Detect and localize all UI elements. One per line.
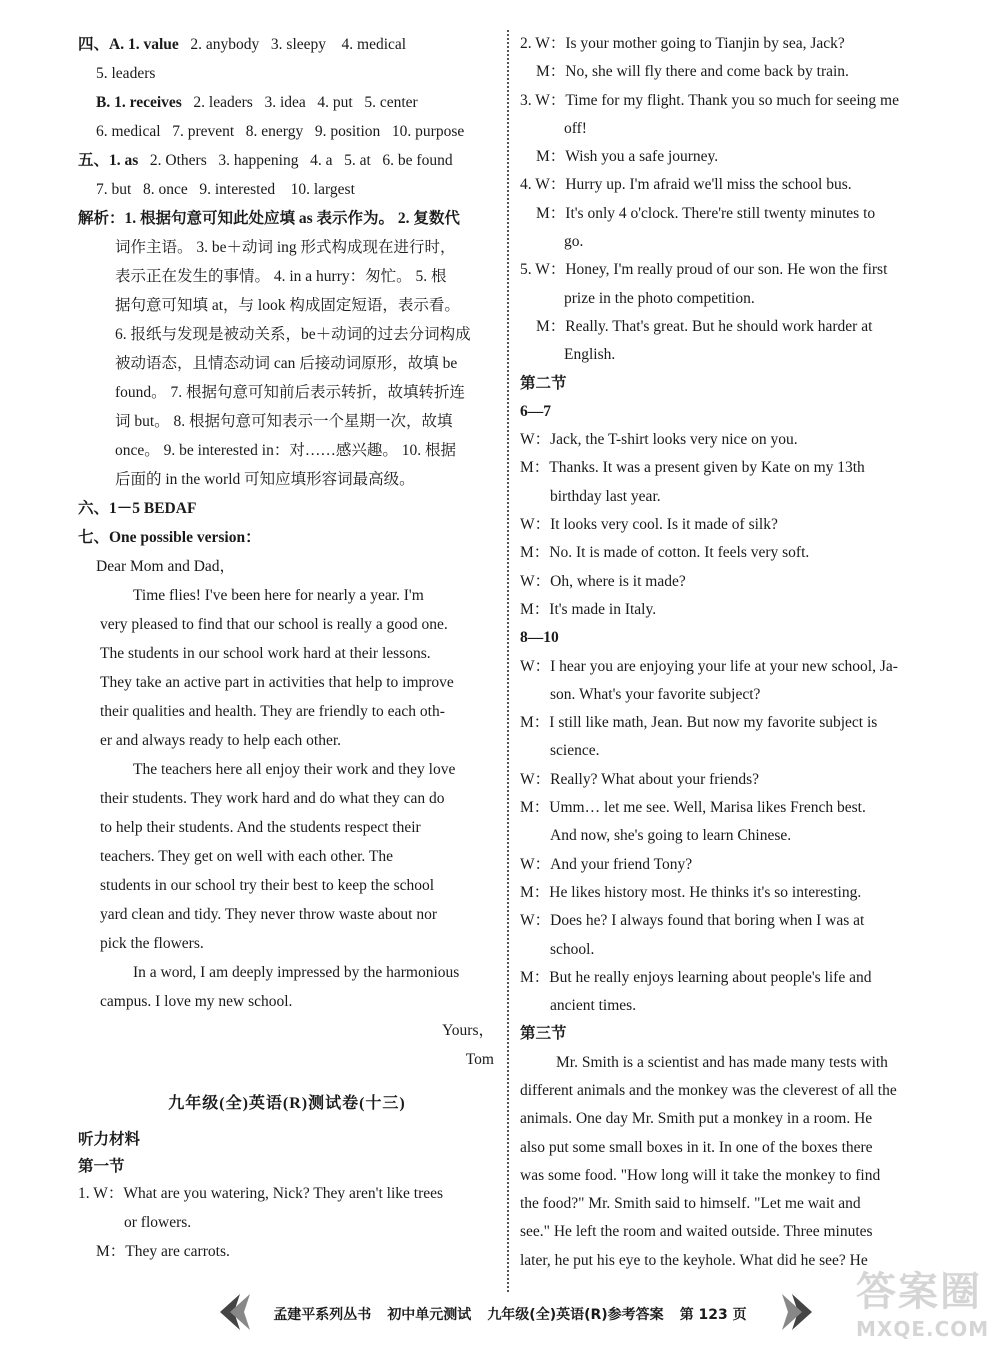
dialog-line: M：I still like math, Jean. But now my favorite subject is [520,714,878,732]
dialog-line: And now, she's going to learn Chinese. [550,827,792,845]
letter-line: er and always ready to help each other. [100,732,342,749]
dialog-line: 4. W：Hurry up. I'm afraid we'll miss the school bus. [520,176,852,194]
dialog-line: 5. W：Honey, I'm really proud of our son. He won the first [520,261,888,279]
story-line: also put some small boxes in it. In one of the boxes there [520,1138,873,1156]
answer-line [78,30,496,59]
analysis-line: found。 7. 根据句意可知前后表示转折，故填转折连 [115,384,466,401]
question-range: 6—7 [520,402,551,420]
story-line: later, he put his eye to the keyhole. What did he see? He [520,1251,868,1269]
answer-item: 2. anybody [190,36,260,53]
letter-line: their qualities and health. They are friendly to each oth- [100,703,445,720]
column-divider [507,30,509,1292]
left-column [78,30,496,1266]
dialog-line: W：It looks very cool. Is it made of silk? [520,516,778,534]
answer-item: 3. happening [218,152,299,169]
dialog-line: M：But he really enjoys learning about people's life and [520,968,872,986]
dialog-line: W：Does he? I always found that boring when I was at [520,912,865,930]
dialog-line: 2. W：Is your mother going to Tianjin by sea, Jack? [520,35,845,52]
dialog-line: 3. W：Time for my flight. Thank you so much for seeing me [520,91,899,109]
section-seven-heading: 七、One possible version： [78,529,261,546]
watermark-logo [856,1268,990,1356]
analysis-line: 6. 报纸与发现是被动关系，be＋动词的过去分词构成 [115,326,471,343]
footer-book: 初中单元测试 [387,1307,472,1323]
dialog-line: M：Thanks. It was a present given by Kate on my 13th [520,459,865,477]
analysis-line: 解析：1. 根据句意可知此处应填 as 表示作为。 2. 复数代 [78,210,460,227]
dialog-line: M：No. It is made of cotton. It feels very soft. [520,544,810,562]
dialog-line: M：Wish you a safe journey. [536,148,719,166]
answer-item: 7. prevent [172,123,235,140]
dialog-line: science. [550,742,600,760]
dialog-line: M：No, she will fly there and come back by train. [536,63,849,81]
answer-line [78,88,496,117]
answer-item: 五、1. as [78,152,139,169]
footer-series: 孟建平系列丛书 [273,1307,372,1323]
letter-closing: Yours， [442,1022,494,1039]
answer-item: 5. leaders [96,65,156,82]
letter-line: teachers. They get on well with each other. The [100,848,393,865]
story-line: was some food. "How long will it take the monkey to find [520,1166,881,1184]
letter-line: yard clean and tidy. They never throw waste about nor [100,906,438,923]
dialog-line: birthday last year. [550,487,661,505]
dialog-line: M：It's made in Italy. [520,600,657,618]
footer-subject: 九年级(全)英语(R)参考答案 [487,1307,664,1323]
story-line: Mr. Smith is a scientist and has made many tests with [556,1053,888,1071]
story-line: the food?" Mr. Smith said to himself. "Let me wait and [520,1195,861,1213]
dialog-line: ancient times. [550,997,637,1015]
dialog-line: M：Really. That's great. But he should work harder at [536,317,873,335]
answer-item: 5. center [364,94,418,111]
section-one-heading: 第一节 [78,1158,125,1175]
dialog-line: M：He likes history most. He thinks it's so interesting. [520,883,862,901]
answer-item: 9. position [314,123,381,140]
letter-greeting: Dear Mom and Dad， [96,558,236,575]
section-six-answer: 六、1－5 BEDAF [78,500,197,517]
letter-line: pick the flowers. [100,935,204,952]
dialog-line: M：Umm… let me see. Well, Marisa likes French best. [520,799,866,817]
answer-item: 6. be found [382,152,453,169]
answer-item: 5. at [344,152,371,169]
dialog-line: M：They are carrots. [96,1243,230,1260]
analysis-line: 词作主语。 3. be＋动词 ing 形式构成现在进行时， [115,239,456,256]
right-column [520,30,942,1275]
letter-line: In a word, I am deeply impressed by the harmonious [133,964,460,981]
listening-title: 听力材料 [78,1131,141,1148]
letter-line: The students in our school work hard at their lessons. [100,645,431,662]
analysis-line: 表示正在发生的事情。 4. in a hurry：匆忙。 5. 根 [115,268,447,285]
answer-line [78,146,496,175]
answer-item: B. 1. receives [96,94,182,111]
analysis-line: 被动语态，且情态动词 can 后接动词原形，故填 be [115,355,458,372]
dialog-line: school. [550,940,595,958]
letter-paragraph [78,581,496,1016]
footer-page-number: 第 123 页 [679,1307,747,1323]
dialog-line: W：Oh, where is it made? [520,572,686,590]
dialog-line: W：Really? What about your friends? [520,770,760,788]
watermark-url: MXQE.COM [856,1317,990,1341]
dialog-line: W：And your friend Tony? [520,855,693,873]
section-three-heading: 第三节 [520,1025,567,1043]
story-line: different animals and the monkey was the cleverest of all the [520,1081,897,1099]
letter-line: campus. I love my new school. [100,993,293,1010]
letter-line: students in our school try their best to keep the school [100,877,435,894]
analysis-line: 后面的 in the world 可知应填形容词最高级。 [115,471,415,488]
answer-line [78,175,496,204]
watermark-text: 答案圈 [856,1269,982,1315]
answer-item: 10. purpose [391,123,465,140]
dialog-line: W：Jack, the T-shirt looks very nice on you. [520,431,798,449]
letter-line: Time flies! I've been here for nearly a year. I'm [133,587,424,604]
answer-item: 6. medical [96,123,161,140]
answer-item: 9. interested [199,181,276,198]
section-two-heading: 第二节 [520,374,567,392]
dialog-line: English. [564,346,616,364]
dialog-line: off! [564,119,587,137]
answer-item: 4. medical [341,36,407,53]
dialog-line: M：It's only 4 o'clock. There're still twenty minutes to [536,204,876,222]
dialog-line: 1. W：What are you watering, Nick? They aren't like trees [78,1185,444,1202]
dialog-line: or flowers. [124,1214,192,1231]
test-title: 九年级(全)英语(R)测试卷(十三) [168,1095,406,1112]
letter-line: their students. They work hard and do what they can do [100,790,445,807]
letter-line: to help their students. And the students respect their [100,819,421,836]
answer-item: 4. put [317,94,353,111]
letter-line: very pleased to find that our school is really a good one. [100,616,448,633]
story-line: see." He left the room and waited outside. Three minutes [520,1223,873,1241]
answer-line [78,117,496,146]
question-range: 8—10 [520,629,559,647]
answer-item: 10. largest [290,181,355,198]
story-line: animals. One day Mr. Smith put a monkey in a room. He [520,1110,873,1128]
analysis-line: once。 9. be interested in：对……感兴趣。 10. 根据 [115,442,456,459]
analysis-line: 词 but。 8. 根据句意可知表示一个星期一次，故填 [115,413,453,430]
analysis-line: 据句意可知填 at，与 look 构成固定短语，表示看。 [115,297,460,314]
answer-item: 4. a [310,152,333,169]
answer-item: 3. idea [264,94,306,111]
letter-line: The teachers here all enjoy their work and they love [133,761,456,778]
dialog-line: prize in the photo competition. [564,289,755,307]
answer-item: 四、A. 1. value [78,36,179,53]
answer-item: 8. energy [245,123,304,140]
dialog-line: W：I hear you are enjoying your life at your new school, Ja- [520,657,898,675]
dialog-line: son. What's your favorite subject? [550,685,761,703]
page-footer [215,1296,805,1332]
answer-item: 2. Others [149,152,207,169]
right-chevron-icon [778,1290,822,1334]
letter-line: They take an active part in activities that help to improve [100,674,454,691]
answer-item: 7. but [96,181,132,198]
letter-signature: Tom [465,1051,494,1068]
answer-item: 2. leaders [193,94,253,111]
dialog-line: go. [564,233,584,251]
answer-item: 3. sleepy [270,36,327,53]
answer-item: 8. once [142,181,188,198]
